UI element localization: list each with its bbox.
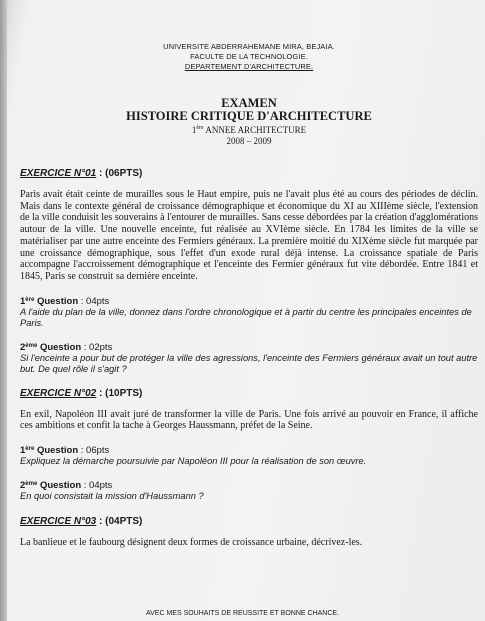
exam-title-line1: EXAMEN	[221, 96, 277, 110]
level-superscript: ère	[196, 125, 204, 131]
question-superscript: ère	[25, 296, 35, 303]
question-word: Question	[34, 445, 79, 457]
page-shadow-edge	[0, 0, 7, 621]
exercise-1-question-1-label	[20, 295, 478, 307]
exercise-1-points: : (06PTS)	[96, 168, 143, 179]
question-superscript: ère	[25, 446, 35, 453]
exercise-3-text: La banlieue et le faubourg désignent deux formes de croissance urbaine, décrivez-les.	[20, 537, 363, 549]
question-superscript: ème	[25, 342, 38, 349]
exercise-2-heading	[20, 388, 478, 400]
exercise-2-name: EXERCICE N°02	[20, 387, 97, 399]
exam-title-line2: HISTOIRE CRITIQUE D'ARCHITECTURE	[126, 109, 372, 123]
university-name: UNIVERSITE ABDERRAHEMANE MIRA, BEJAIA.	[163, 42, 335, 51]
exam-title	[20, 97, 478, 123]
question-superscript: ème	[25, 481, 38, 488]
question-number: 2	[20, 341, 26, 353]
exercise-3-points: : (04PTS)	[96, 516, 143, 528]
question-points: : 04pts	[81, 480, 113, 492]
exam-level	[20, 123, 478, 136]
question-number: 1	[20, 445, 26, 457]
question-word: Question	[37, 480, 82, 492]
level-text: ANNEE ARCHITECTURE	[203, 125, 307, 135]
exercise-1-question-1-text: A l'aide du plan de la ville, donnez dans l'ordre chronologique et à partir du centre les principales enceintes de Paris.	[20, 306, 472, 328]
exercise-2-points: : (10PTS)	[96, 387, 143, 399]
exercise-1-question-2-text: Si l'enceinte a pour but de protéger la ville des agressions, l'enceinte des Fermiers généraux avait un tout autre but. De quel rôle il s'agit ?	[20, 352, 478, 374]
exercise-1-name: EXERCICE N°01	[20, 168, 97, 179]
institution-header	[20, 42, 478, 72]
exercise-1-heading	[20, 168, 478, 180]
question-points: : 02pts	[81, 341, 113, 353]
exercise-1-text: Paris avait était ceinte de murailles sous le Haut empire, puis ne l'avait plus été au cours des périodes de déclin. Mais dans le contexte général de croissance démographique et économique du XI au XIIIème siècle, l'extension de la ville conduisit les souverains à l'entourer de murailles. Sans cesse débordées par la création d'agglomérations autour de la ville. Une nouvelle enceinte, fut réalisée au XVIème siècle. En 1784 les limites de la ville se matérialiser par une autre enceinte des Fermiers généraux. La première moitié du XIXème siècle fut marquée par une croissance démographique, sous l'effet d'un exode rural déjà intense. La croissance spatiale de Paris accompagne l'accroissement démographique et l'enceinte des Fermier généraux fut vite débordée. Entre 1841 et 1845, Paris se construit sa dernière enceinte.	[20, 189, 478, 282]
department-name: DEPARTEMENT D'ARCHITECTURE.	[184, 62, 314, 71]
question-points: : 04pts	[78, 295, 110, 307]
exercise-2-question-2-text: En quoi consistait la mission d'Haussmann ?	[20, 491, 204, 502]
exercise-2-question-1-label	[20, 444, 478, 456]
exercise-2-question-1-text: Expliquez la démarche poursuivie par Napoléon III pour la réalisation de son œuvre.	[20, 456, 367, 467]
question-word: Question	[34, 295, 79, 307]
question-word: Question	[37, 341, 82, 353]
question-number: 2	[20, 480, 26, 492]
exercise-1-question-2-label	[20, 341, 478, 353]
level-number: 1	[191, 125, 197, 135]
closing-wishes: AVEC MES SOUHAITS DE REUSSITE ET BONNE CHANCE.	[145, 610, 340, 617]
exercise-2-question-2-label	[20, 479, 478, 491]
exam-content	[20, 0, 478, 549]
exam-years: 2008 – 2009	[226, 136, 272, 146]
question-points: : 06pts	[78, 445, 110, 457]
question-number: 1	[20, 295, 26, 307]
exercise-2-text: En exil, Napoléon III avait juré de transformer la ville de Paris. Une fois arrivé au pouvoir en France, il affiche ces ambitions et confit la tache à Georges Haussmann, préfet de la Seine.	[20, 408, 478, 432]
faculty-name: FACULTE DE LA TECHNOLOGIE.	[190, 52, 308, 61]
exercise-3-name: EXERCICE N°03	[20, 516, 97, 528]
exercise-3-heading	[20, 516, 478, 528]
